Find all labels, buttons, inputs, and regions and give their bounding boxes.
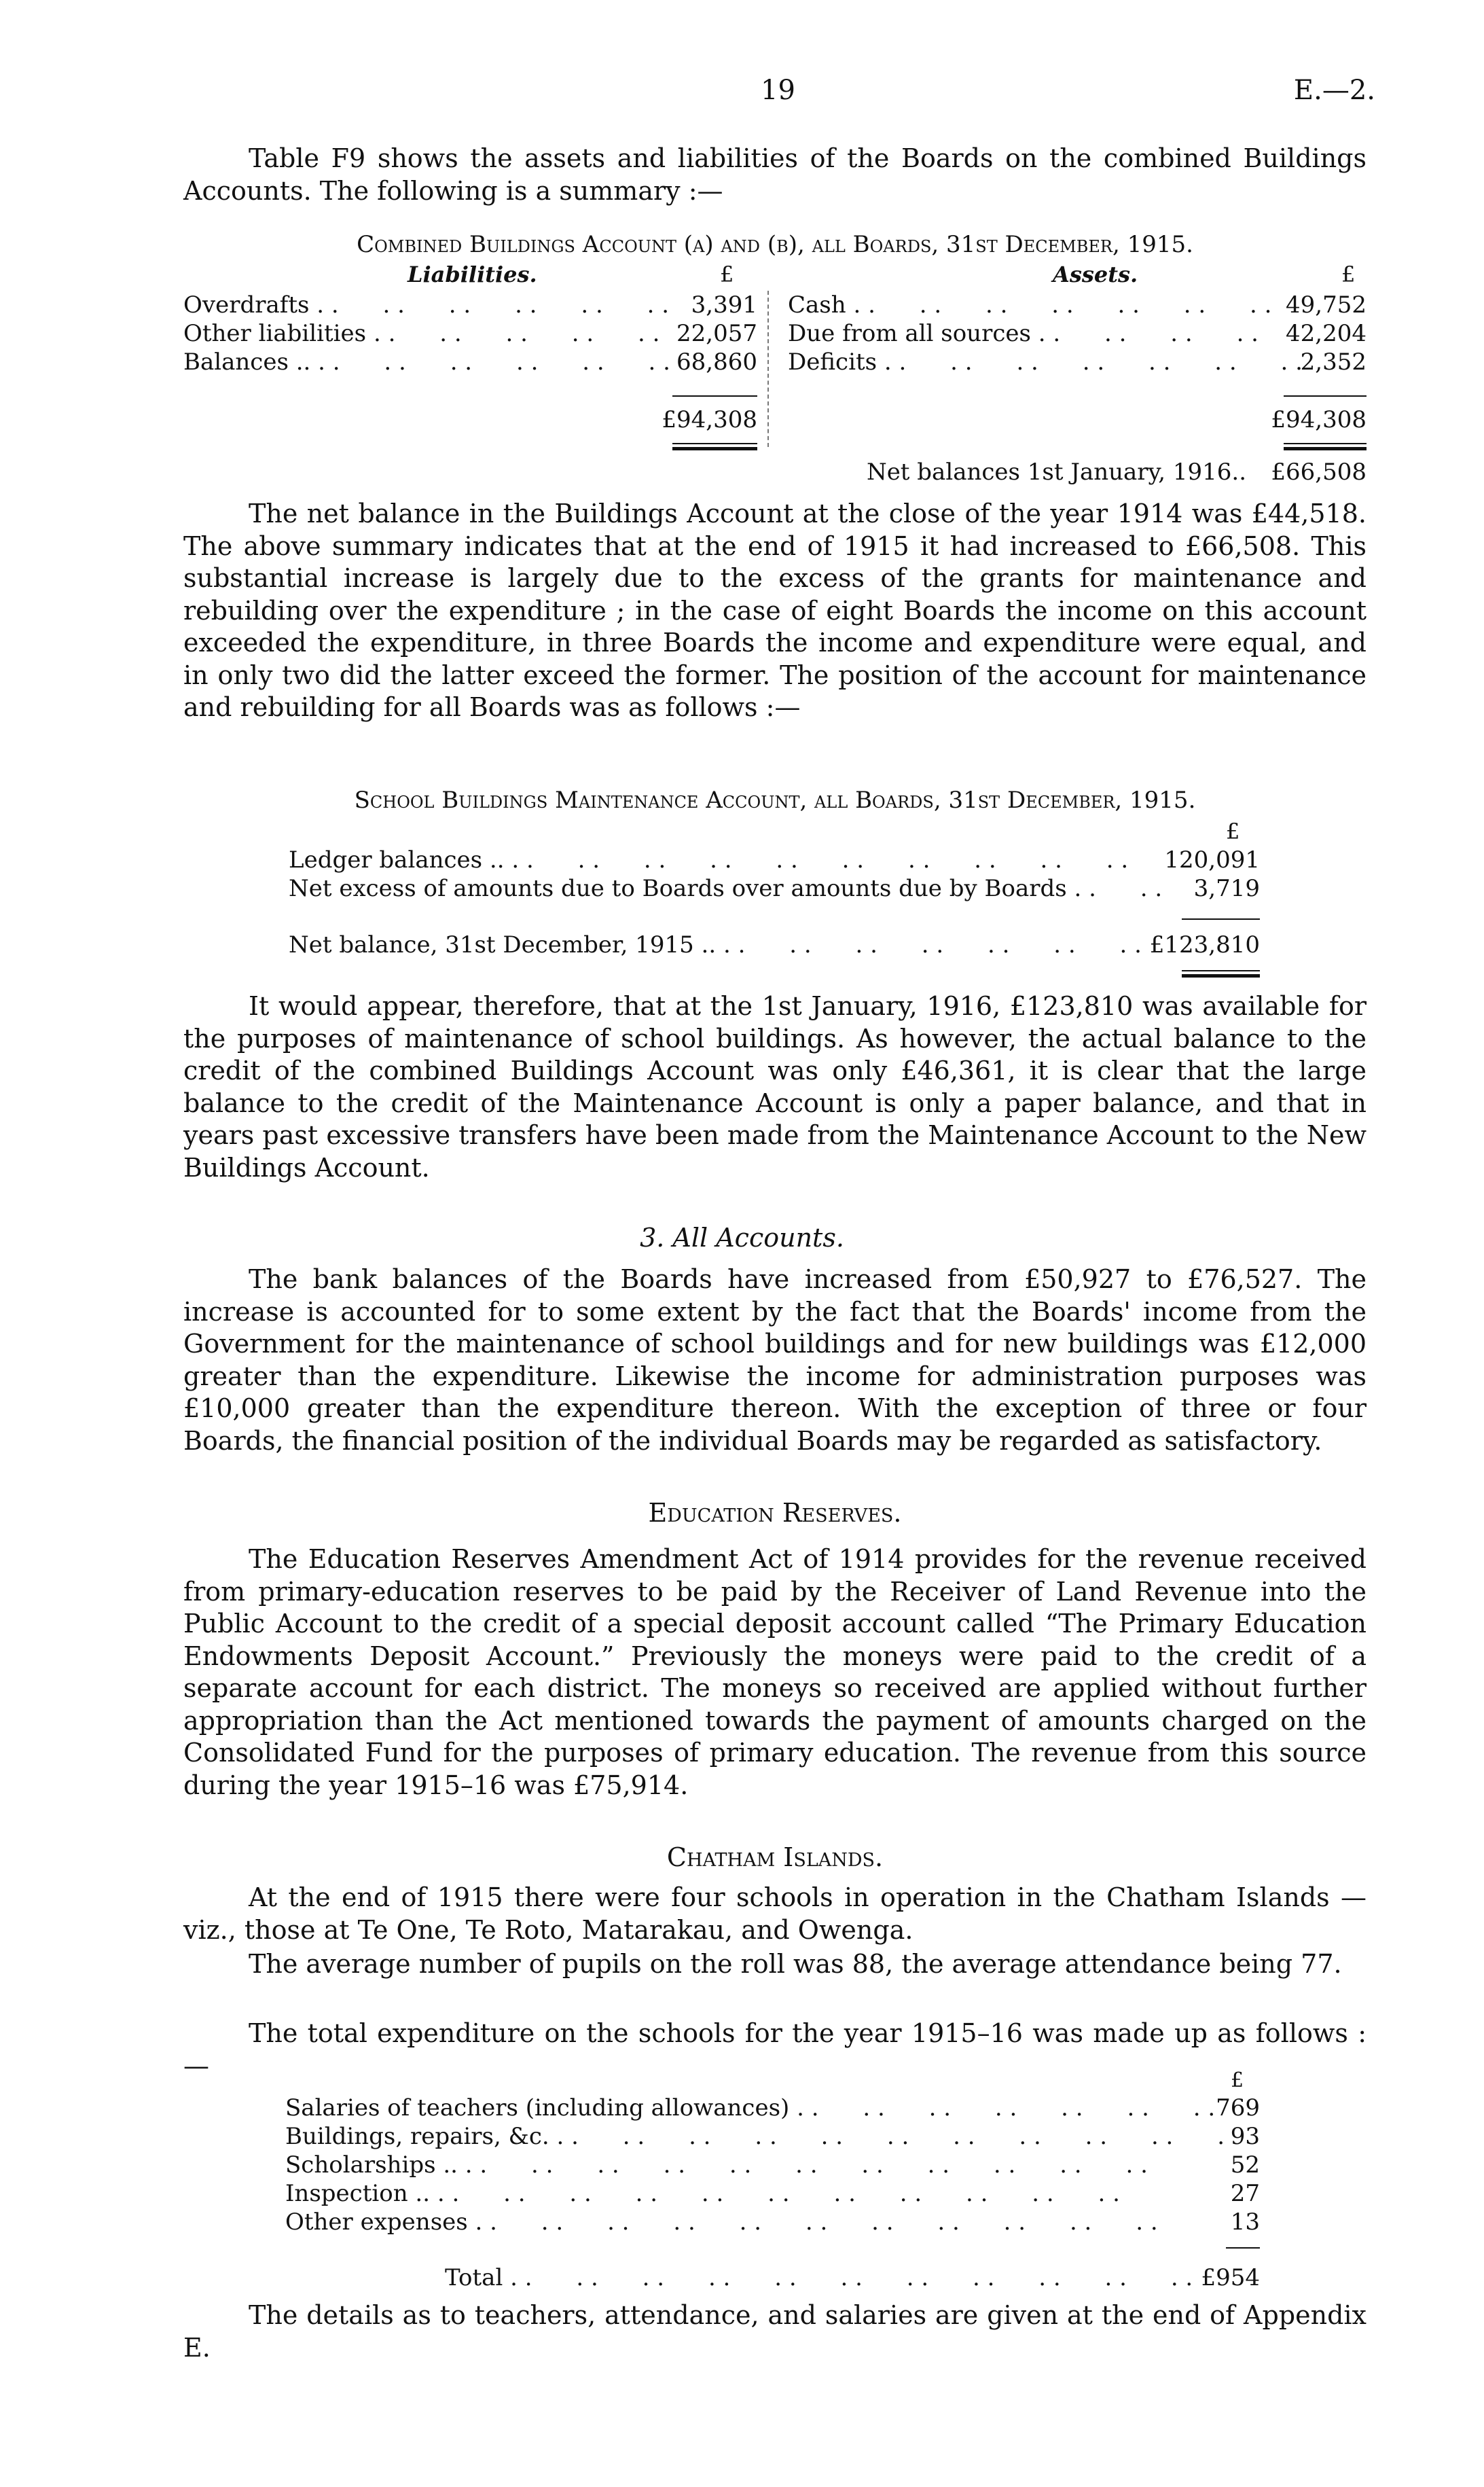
- asset-row: Due from all sources . . 42,204: [788, 319, 1367, 348]
- liabilities-header: Liabilities.: [408, 262, 537, 287]
- liability-row: Overdrafts . . 3,391: [183, 291, 757, 319]
- expenditure-currency: £: [1231, 2069, 1244, 2092]
- liability-row: Balances .. . . 68,860: [183, 348, 757, 376]
- chatham-pupils-paragraph: The average number of pupils on the roll was 88, the average attendance being 77.: [249, 1949, 1342, 1979]
- maintenance-row: Net excess of amounts due to Boards over amounts due by Boards . . 3,719: [289, 874, 1260, 903]
- total-double-rule: [1182, 970, 1260, 978]
- bank-balances-paragraph: The bank balances of the Boards have increased from £50,927 to £76,527. The increase is accounted for to some extent by the fact that the Boards' income from the Government for the maintenance of school buildings and for new buildings was £12,000 greater than the expenditure. Likewise the income for administration purposes was £10,000 greater than the expenditure thereon. With the exception of three or four Boards, the financial position of the individual Boards may be regarded as satisfactory.: [183, 1264, 1367, 1456]
- section-heading-education-reserves: Education Reserves.: [648, 1498, 902, 1528]
- assets-currency: £: [1341, 262, 1356, 287]
- subtotal-rule: [1284, 395, 1367, 397]
- total-double-rule: [1284, 443, 1367, 450]
- net-balances-label: Net balances 1st January, 1916..: [866, 459, 1246, 486]
- expenditure-row: Buildings, repairs, &c. . . 93: [285, 2122, 1260, 2151]
- liabilities-total: £94,308: [662, 406, 757, 433]
- expenditure-total-row: Total . . £954: [445, 2264, 1260, 2292]
- section-heading-all-accounts: 3. All Accounts.: [640, 1223, 844, 1253]
- section-heading-chatham-islands: Chatham Islands.: [666, 1842, 884, 1872]
- chatham-expenditure-paragraph: The total expenditure on the schools for the year 1915–16 was made up as follows :—: [183, 2018, 1367, 2081]
- subtotal-rule: [1182, 918, 1260, 920]
- net-balance-paragraph: The net balance in the Buildings Account at the close of the year 1914 was £44,518. The above summary indicates that at the end of 1915 it had increased to £66,508. This substantial increase is largely due to the excess of the grants for maintenance and rebuilding over the expenditure ; in the case of eight Boards the income on this account exceeded the expenditure, in three Boards the income and expenditure were equal, and in only two did the latter exceed the former. The position of the account for maintenance and rebuilding for all Boards was as follows :—: [183, 499, 1367, 722]
- maintenance-paragraph: It would appear, therefore, that at the 1st January, 1916, £123,810 was available for the purposes of maintenance of school buildings. As however, the actual balance to the credit of the combined Buildings Account was only £46,361, it is clear that the large balance to the credit of the Maintenance Account is only a paper balance, and that in years past excessive transfers have been made from the Maintenance Account to the New Buildings Account.: [183, 991, 1367, 1183]
- education-reserves-paragraph: The Education Reserves Amendment Act of 1914 provides for the revenue received from primary-education reserves to be paid by the Receiver of Land Revenue into the Public Account to the credit of a special deposit account called “The Primary Education Endowments Deposit Account.” Previously the moneys were paid to the credit of a separate account for each district. The moneys so received are applied without further appropriation than the Act mentioned towards the payment of amounts charged on the Consolidated Fund for the purposes of primary education. The revenue from this source during the year 1915–16 was £75,914.: [183, 1544, 1367, 1800]
- details-paragraph: The details as to teachers, attendance, and salaries are given at the end of Appendix E.: [183, 2300, 1367, 2363]
- liability-row: Other liabilities . . 22,057: [183, 319, 757, 348]
- assets-total: £94,308: [1271, 406, 1367, 433]
- total-double-rule: [672, 443, 757, 450]
- subtotal-rule: [672, 395, 757, 397]
- maintenance-row: Ledger balances .. . . 120,091: [289, 846, 1260, 874]
- column-divider: [767, 291, 769, 447]
- expenditure-row: Scholarships .. . . 52: [285, 2151, 1260, 2179]
- net-balances-value: £66,508: [1271, 459, 1367, 486]
- maintenance-total-row: Net balance, 31st December, 1915 .. . . £123,810: [289, 931, 1260, 959]
- assets-header: Assets.: [1053, 262, 1138, 287]
- subtotal-rule: [1226, 2247, 1260, 2249]
- maintenance-currency: £: [1226, 819, 1240, 844]
- maintenance-table-title: School Buildings Maintenance Account, all Boards, 31st December, 1915.: [354, 787, 1196, 814]
- asset-row: Cash . . 49,752: [788, 291, 1367, 319]
- asset-row: Deficits . . 2,352: [788, 348, 1367, 376]
- expenditure-row: Other expenses . . 13: [285, 2208, 1260, 2236]
- expenditure-row: Salaries of teachers (including allowances) . . 769: [285, 2094, 1260, 2122]
- combined-buildings-table-title: Combined Buildings Account (a) and (b), all Boards, 31st December, 1915.: [357, 231, 1193, 258]
- document-code: E.—2.: [1293, 75, 1375, 106]
- chatham-schools-paragraph: At the end of 1915 there were four schools in operation in the Chatham Islands —viz., those at Te One, Te Roto, Matarakau, and Owenga.: [183, 1882, 1367, 1945]
- liabilities-currency: £: [720, 262, 734, 287]
- page-number: 19: [761, 75, 795, 106]
- intro-paragraph: Table F9 shows the assets and liabilities of the Boards on the combined Buildings Accounts. The following is a summary :—: [183, 143, 1367, 206]
- expenditure-row: Inspection .. . . 27: [285, 2179, 1260, 2208]
